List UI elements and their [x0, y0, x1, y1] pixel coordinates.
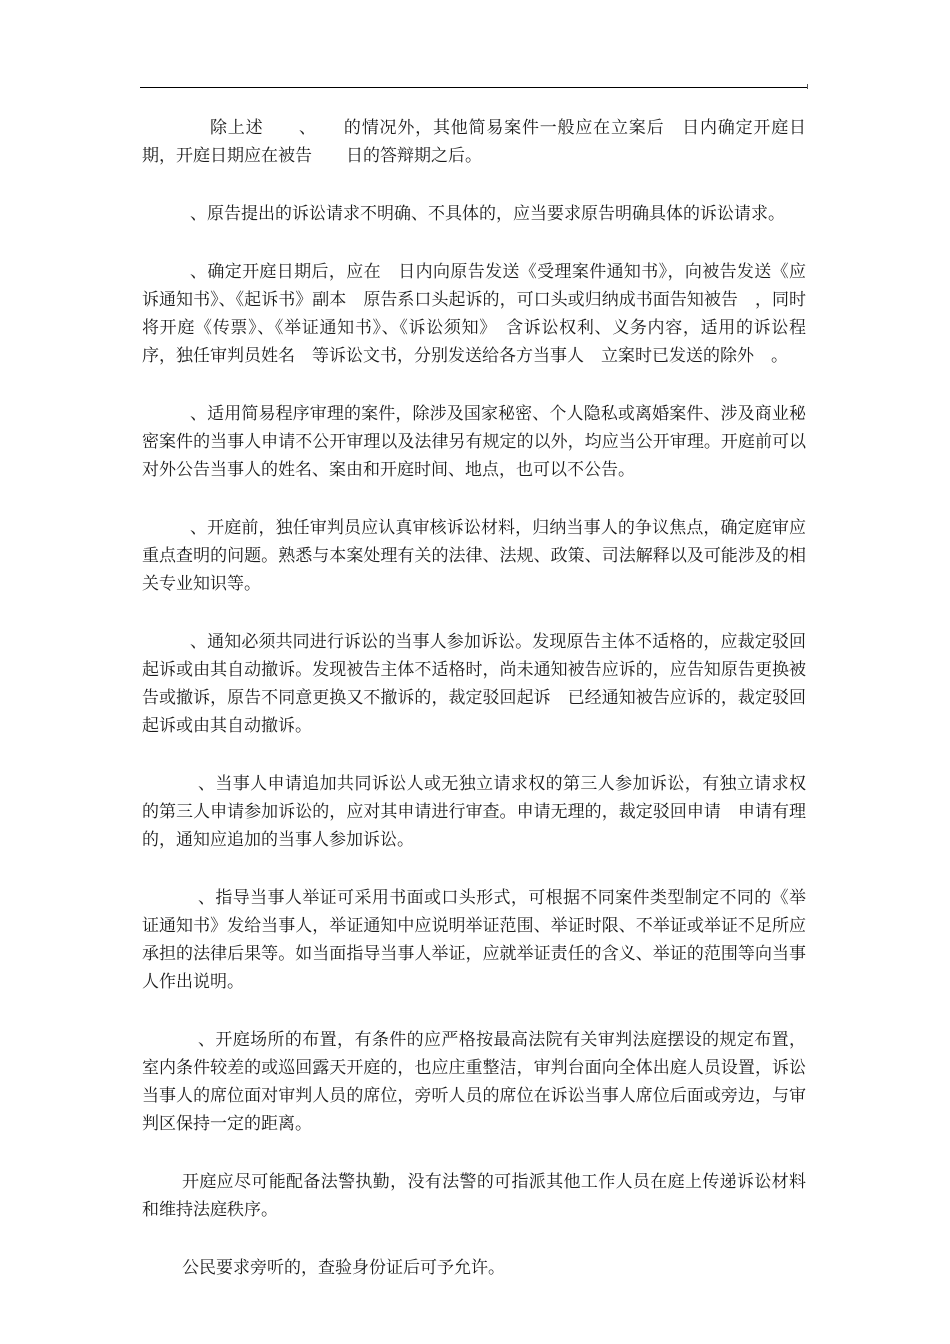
paragraph-1: 除上述 、 的情况外，其他简易案件一般应在立案后 日内确定开庭日期，开庭日期应在被告 日的答辩期之后。: [142, 118, 806, 166]
header-rule: [140, 87, 808, 88]
paragraph-4: 、适用简易程序审理的案件，除涉及国家秘密、个人隐私或离婚案件、涉及商业秘密案件的当事人申请不公开审理以及法律另有规定的以外，均应当公开审理。开庭前可以对外公告当事人的姓名、案由和开庭时间、地点，也可以不公告。: [142, 404, 806, 480]
paragraph-11: 公民要求旁听的，查验身份证后可予允许。: [182, 1258, 505, 1278]
paragraph-6: 、通知必须共同进行诉讼的当事人参加诉讼。发现原告主体不适格的，应裁定驳回起诉或由其自动撤诉。发现被告主体不适格时，尚未通知被告应诉的，应告知原告更换被告或撤诉，原告不同意更换又不撤诉的，裁定驳回起诉 已经通知被告应诉的，裁定驳回起诉或由其自动撤诉。: [142, 632, 806, 736]
paragraph-8: 、指导当事人举证可采用书面或口头形式，可根据不同案件类型制定不同的《举证通知书》发给当事人，举证通知中应说明举证范围、举证时限、不举证或举证不足所应承担的法律后果等。如当面指导当事人举证，应就举证责任的含义、举证的范围等向当事人作出说明。: [142, 888, 806, 992]
paragraph-9: 、开庭场所的布置，有条件的应严格按最高法院有关审判法庭摆设的规定布置，室内条件较差的或巡回露天开庭的，也应庄重整洁，审判台面向全体出庭人员设置，诉讼当事人的席位面对审判人员的席位，旁听人员的席位在诉讼当事人席位后面或旁边，与审判区保持一定的距离。: [142, 1030, 806, 1134]
paragraph-7: 、当事人申请追加共同诉讼人或无独立请求权的第三人参加诉讼，有独立请求权的第三人申请参加诉讼的，应对其申请进行审查。申请无理的，裁定驳回申请 申请有理的，通知应追加的当事人参加诉讼。: [142, 774, 806, 850]
header-rule-end-mark: [807, 84, 808, 89]
paragraph-2: 、原告提出的诉讼请求不明确、不具体的，应当要求原告明确具体的诉讼请求。: [190, 204, 785, 224]
paragraph-10: 开庭应尽可能配备法警执勤，没有法警的可指派其他工作人员在庭上传递诉讼材料和维持法庭秩序。: [142, 1172, 806, 1220]
paragraph-3: 、确定开庭日期后，应在 日内向原告发送《受理案件通知书》，向被告发送《应诉通知书》、《起诉书》副本 原告系口头起诉的，可口头或归纳成书面告知被告 ，同时将开庭《传票》、《举证通知书》、《诉讼须知》 含诉讼权利、义务内容，适用的诉讼程序，独任审判员姓名 等诉讼文书，分别发送给各方当事人 立案时已发送的除外 。: [142, 262, 806, 366]
paragraph-5: 、开庭前，独任审判员应认真审核诉讼材料，归纳当事人的争议焦点，确定庭审应重点查明的问题。熟悉与本案处理有关的法律、法规、政策、司法解释以及可能涉及的相关专业知识等。: [142, 518, 806, 594]
document-body: [142, 114, 806, 1282]
